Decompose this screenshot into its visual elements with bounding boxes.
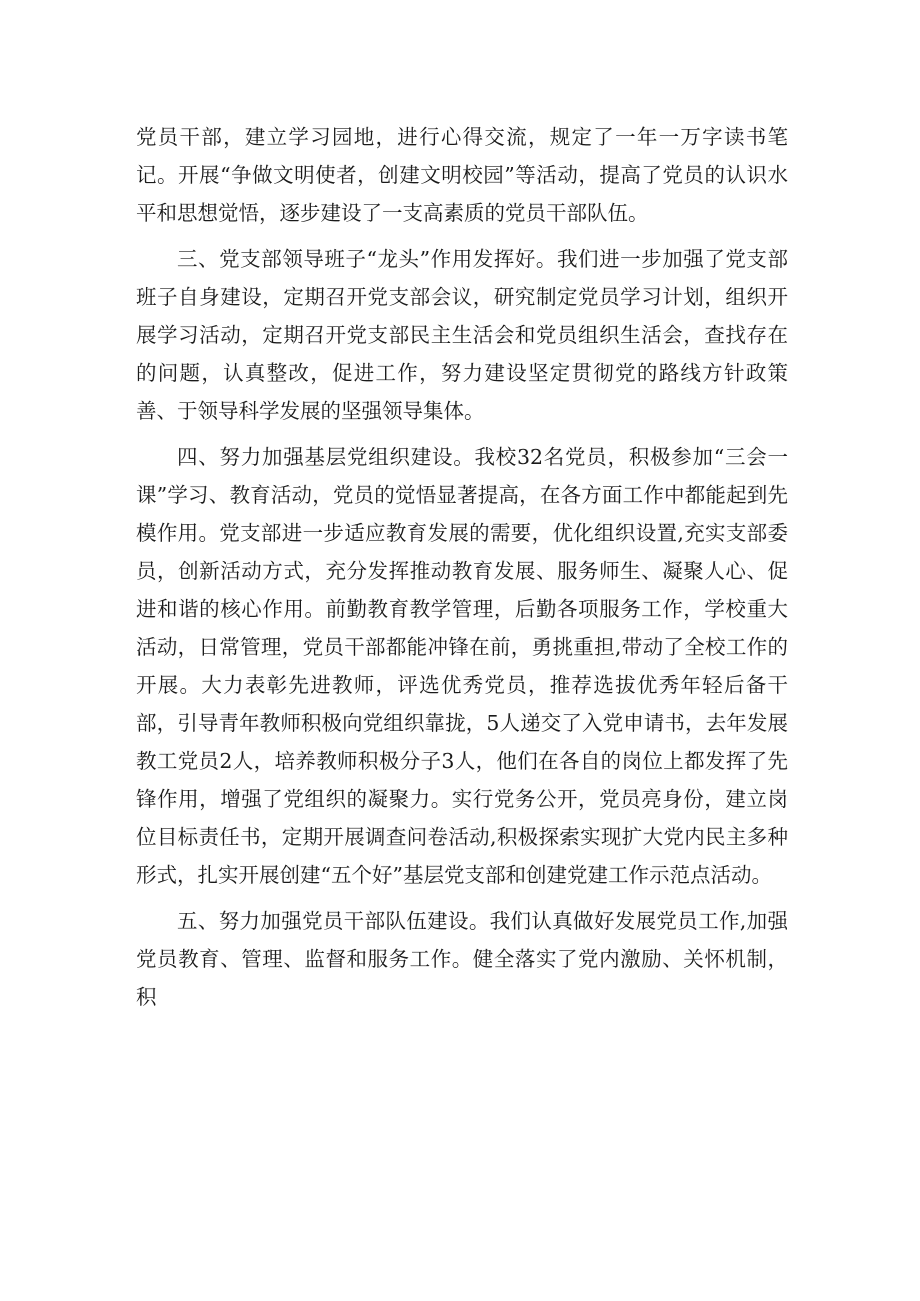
paragraph-continuation: 党员干部，建立学习园地，进行心得交流，规定了一年一万字读书笔记。开展“争做文明使者，创建文明校园”等活动，提高了党员的认识水平和思想觉悟，逐步建设了一支高素质的党员干部队伍。 [136,125,788,225]
paragraph-section-five: 五、努力加强党员干部队伍建设。我们认真做好发展党员工作,加强党员教育、管理、监督和服务工作。健全落实了党内激励、关怀机制，积 [136,909,788,1009]
paragraph-section-three: 三、党支部领导班子“龙头”作用发挥好。我们进一步加强了党支部班子自身建设，定期召开党支部会议，研究制定党员学习计划，组织开展学习活动，定期召开党支部民主生活会和党员组织生活会，查找存在的问题，认真整改，促进工作，努力建设坚定贯彻党的路线方针政策善、于领导科学发展的坚强领导集体。 [136,247,788,423]
document-body [136,118,788,1024]
paragraph-section-four: 四、努力加强基层党组织建设。我校32名党员，积极参加“三会一课”学习、教育活动，党员的觉悟显著提高，在各方面工作中都能起到先模作用。党支部进一步适应教育发展的需要，优化组织设置,充实支部委员，创新活动方式，充分发挥推动教育发展、服务师生、凝聚人心、促进和谐的核心作用。前勤教育教学管理，后勤各项服务工作，学校重大活动，日常管理，党员干部都能冲锋在前，勇挑重担,带动了全校工作的开展。大力表彰先进教师，评选优秀党员，推荐选拔优秀年轻后备干部，引导青年教师积极向党组织靠拢，5人递交了入党申请书，去年发展教工党员2人，培养教师积极分子3人，他们在各自的岗位上都发挥了先锋作用，增强了党组织的凝聚力。实行党务公开，党员亮身份，建立岗位目标责任书，定期开展调查问卷活动,积极探索实现扩大党内民主多种形式，扎实开展创建“五个好”基层党支部和创建党建工作示范点活动。 [136,445,788,887]
